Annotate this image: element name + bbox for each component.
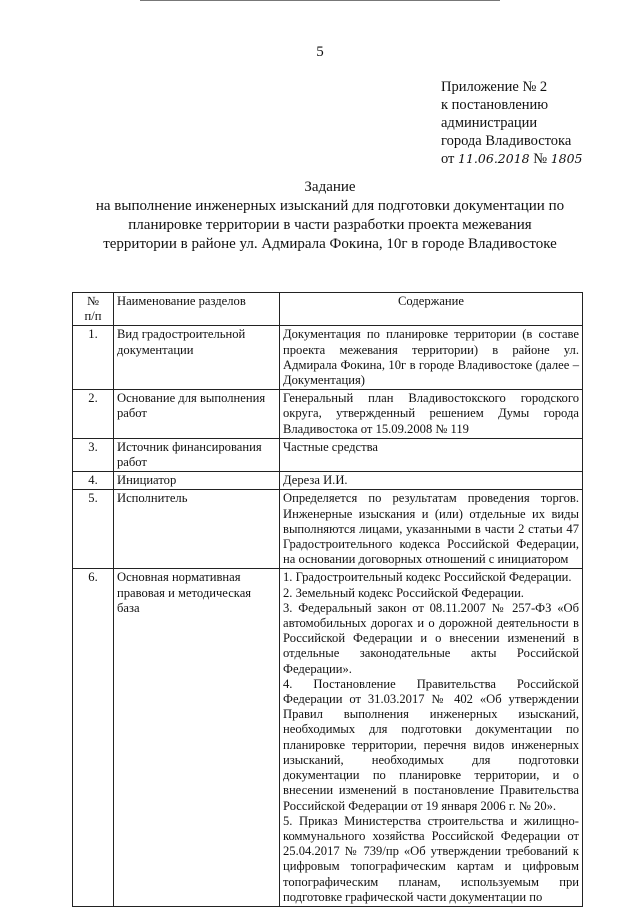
content-paragraph: 3. Федеральный закон от 08.11.2007 № 257-ФЗ «Об автомобильных дорогах и о дорожной деятельности в Российской Федерации и о внесении изменений в отдельные законодательные акты Российской Федерации».: [283, 600, 579, 676]
row-section-name: Инициатор: [114, 472, 280, 490]
title-line-1: Задание: [304, 179, 356, 195]
row-content: [280, 438, 583, 471]
row-content: [280, 472, 583, 490]
number-prefix: №: [533, 151, 548, 167]
appendix-line-4: города Владивостока: [441, 133, 572, 149]
row-content: [280, 490, 583, 569]
row-content: [280, 390, 583, 439]
row-content: [280, 569, 583, 906]
content-paragraph: Документация по планировке территории (в составе проекта межевания территории) в районе ул. Адмирала Фокина, 10г в городе Владивостоке (далее – Документация): [283, 327, 579, 388]
row-number: 4.: [73, 472, 114, 490]
top-edge-line: [140, 0, 500, 4]
title-line-2: на выполнение инженерных изысканий для подготовки документации по: [95, 198, 565, 214]
row-number: 5.: [73, 490, 114, 569]
content-paragraph: Определяется по результатам проведения торгов. Инженерные изыскания и (или) отдельные их виды выполняются лицами, указанными в части 2 статьи 47 Градостроительного кодекса Российской Федерации, на основании договорных отношений с инициатором: [283, 491, 579, 567]
table-row: [73, 390, 583, 439]
title-line-3: планировке территории в части разработки проекта межевания: [128, 217, 532, 233]
task-table: [72, 292, 583, 907]
row-number: 1.: [73, 326, 114, 390]
content-paragraph: Частные средства: [283, 439, 378, 454]
table-row: [73, 326, 583, 390]
row-section-name: Основная нормативная правовая и методическая база: [114, 569, 280, 906]
date-prefix: от: [441, 151, 455, 167]
content-paragraph: 1. Градостроительный кодекс Российской Федерации.: [283, 570, 572, 585]
row-content: [280, 326, 583, 390]
row-section-name: Вид градостроительной документации: [114, 326, 280, 390]
table-row: [73, 569, 583, 906]
content-paragraph: Генеральный план Владивостокского городского округа, утвержденный решением Думы города Владивостока от 15.09.2008 № 119: [283, 391, 579, 436]
row-number: 6.: [73, 569, 114, 906]
row-section-name: Основание для выполнения работ: [114, 390, 280, 439]
content-paragraph: 4. Постановление Правительства Российской Федерации от 31.03.2017 № 402 «Об утверждении Правил выполнения инженерных изысканий, необходимых для подготовки документации по планировке территории, перечня видов инженерных изысканий, необходимых для подготовки документации по планировке территории, и о внесении изменений в постановление Правительства Российской Федерации от 19 января 2006 г. № 20».: [283, 676, 579, 813]
appendix-line-2: к постановлению: [441, 97, 549, 113]
header-section-name: Наименование разделов: [114, 293, 280, 326]
content-paragraph: 2. Земельный кодекс Российской Федерации.: [283, 585, 524, 600]
content-paragraph: 5. Приказ Министерства строительства и жилищно-коммунального хозяйства Российской Федерации от 25.04.2017 № 739/пр «Об утверждении требований к цифровым топографическим картам и цифровым топографическим планам, используемым при подготовке графической части документации по: [283, 813, 579, 904]
row-section-name: Исполнитель: [114, 490, 280, 569]
row-number: 3.: [73, 438, 114, 471]
handwritten-date: 11.06.2018: [458, 151, 530, 166]
row-number: 2.: [73, 390, 114, 439]
table-header-row: [73, 293, 583, 326]
appendix-line-3: администрации: [441, 115, 538, 131]
table-row: [73, 438, 583, 471]
header-content: Содержание: [280, 293, 583, 326]
appendix-header: [441, 78, 583, 168]
title-line-4: территории в районе ул. Адмирала Фокина, 10г в городе Владивостоке: [103, 236, 557, 252]
document-title: [60, 178, 600, 254]
row-section-name: Источник финансирования работ: [114, 438, 280, 471]
header-number: № п/п: [73, 293, 114, 326]
page-number: 5: [316, 44, 324, 60]
handwritten-number: 1805: [550, 151, 583, 166]
table-row: [73, 490, 583, 569]
content-paragraph: Дереза И.И.: [283, 473, 348, 488]
appendix-line-1: Приложение № 2: [441, 79, 548, 95]
table-row: [73, 472, 583, 490]
appendix-date-line: [441, 150, 583, 168]
